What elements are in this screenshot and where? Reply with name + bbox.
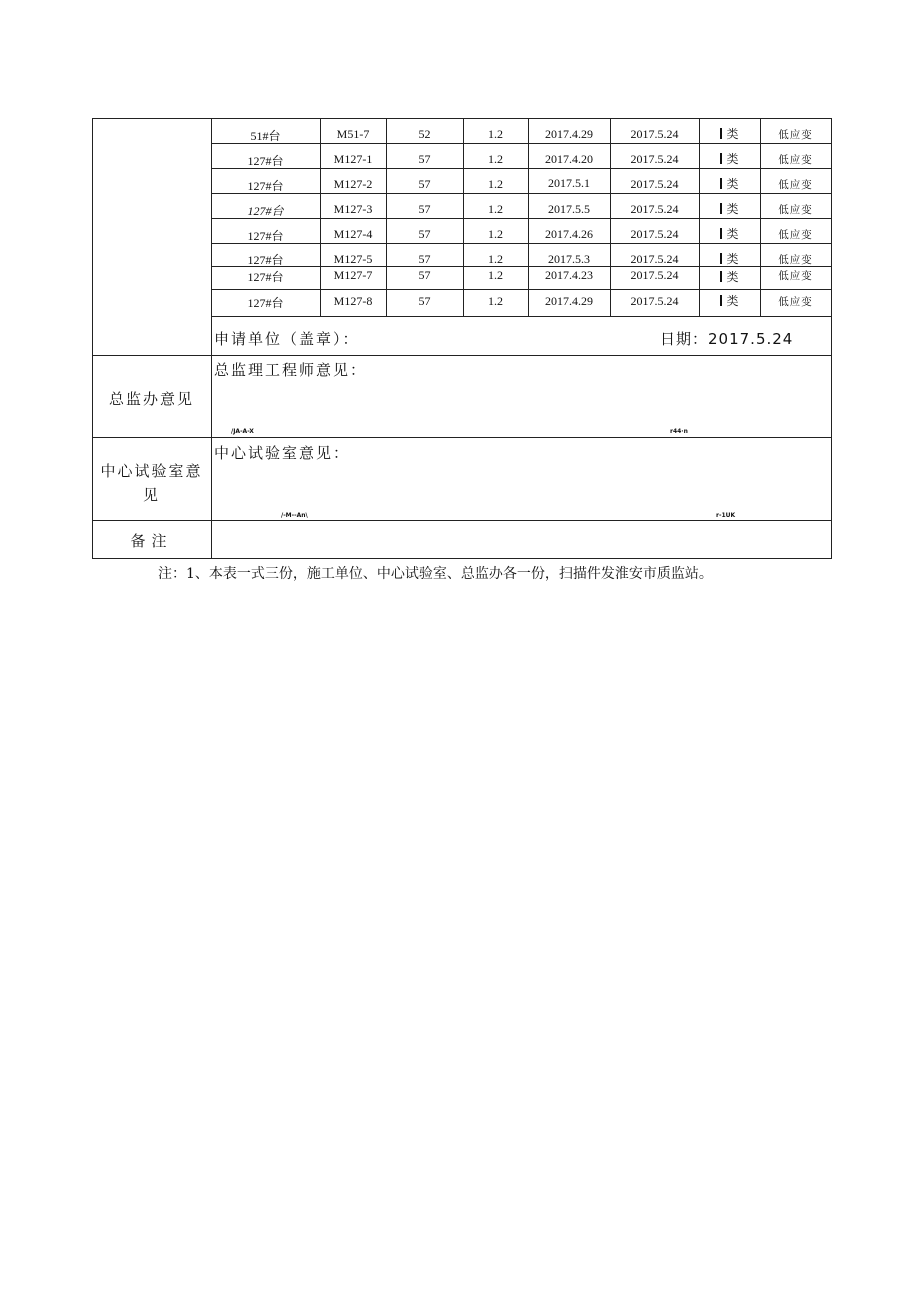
- roman-one-mark: [720, 228, 722, 239]
- location-cell: 51#台: [250, 129, 281, 143]
- specimen-cell: M127-7: [333, 268, 373, 282]
- result-cell: 低应变: [778, 179, 813, 191]
- col-divider: [699, 118, 700, 316]
- result-cell: 低应变: [778, 270, 813, 282]
- location-cell: 127#台: [247, 229, 284, 243]
- start-date-cell: 2017.4.26: [545, 227, 593, 241]
- location-cell: 127#台: [247, 154, 284, 168]
- supervision-prompt: 总监理工程师意见：: [214, 361, 368, 379]
- category-label: 类: [726, 270, 739, 284]
- start-date-cell: 2017.4.23: [545, 268, 593, 282]
- row-divider: [211, 316, 831, 317]
- category-label: 类: [726, 177, 739, 191]
- category-label: 类: [726, 294, 739, 308]
- start-date-cell: 2017.5.1: [548, 176, 590, 190]
- age-cell: 57: [418, 227, 431, 241]
- lab-prompt: 中心试验室意见：: [214, 444, 351, 462]
- specimen-cell: M127-5: [333, 252, 373, 266]
- location-cell: 127#台: [247, 253, 284, 267]
- col-divider: [760, 118, 761, 316]
- section-divider: [92, 437, 832, 438]
- ratio-cell: 1.2: [488, 127, 503, 141]
- start-date-cell: 2017.4.29: [545, 127, 593, 141]
- category-cell: [699, 292, 760, 309]
- specimen-cell: M127-3: [333, 202, 373, 216]
- result-cell: 低应变: [778, 229, 813, 241]
- age-cell: 57: [418, 177, 431, 191]
- result-cell: 低应变: [778, 204, 813, 216]
- footer-note: 注：1、本表一式三份，施工单位、中心试验室、总监办各一份，扫描件发淮安市质监站。: [158, 566, 713, 582]
- category-cell: [699, 125, 760, 142]
- lab-title-line2: 见: [142, 486, 160, 504]
- lab-signature-left: /-M--An\: [281, 512, 308, 519]
- start-date-cell: 2017.5.5: [548, 202, 590, 216]
- lab-signature-right: r-1UK: [716, 512, 736, 519]
- col-divider: [320, 118, 321, 316]
- location-cell: 127#台: [247, 179, 284, 193]
- application-date: 日期：2017.5.24: [660, 330, 794, 348]
- ratio-cell: 1.2: [488, 227, 503, 241]
- age-cell: 57: [418, 294, 431, 308]
- category-label: 类: [726, 227, 739, 241]
- category-label: 类: [726, 127, 739, 141]
- category-label: 类: [726, 202, 739, 216]
- location-cell: 127#台: [247, 296, 284, 310]
- category-cell: [699, 250, 760, 267]
- supervision-title: 总监办意见: [108, 390, 194, 408]
- end-date-cell: 2017.5.24: [630, 252, 679, 266]
- supervision-signature-right: r44·n: [670, 428, 688, 435]
- end-date-cell: 2017.5.24: [630, 152, 679, 166]
- col-divider: [463, 118, 464, 316]
- end-date-cell: 2017.5.24: [630, 127, 679, 141]
- category-label: 类: [726, 152, 739, 166]
- row-divider: [211, 289, 831, 290]
- roman-one-mark: [720, 128, 722, 139]
- start-date-cell: 2017.4.20: [545, 152, 593, 166]
- col-divider: [528, 118, 529, 316]
- roman-one-mark: [720, 253, 722, 264]
- result-cell: 低应变: [778, 154, 813, 166]
- age-cell: 57: [418, 268, 431, 282]
- age-cell: 57: [418, 152, 431, 166]
- end-date-cell: 2017.5.24: [630, 294, 679, 308]
- section-divider: [92, 520, 832, 521]
- specimen-cell: M127-8: [333, 294, 373, 308]
- location-cell: 127#台: [247, 270, 284, 284]
- roman-one-mark: [720, 295, 722, 306]
- end-date-cell: 2017.5.24: [630, 177, 679, 191]
- category-cell: [699, 200, 760, 217]
- category-cell: [699, 175, 760, 192]
- start-date-cell: 2017.5.3: [548, 252, 590, 266]
- result-cell: 低应变: [778, 254, 813, 266]
- end-date-cell: 2017.5.24: [630, 202, 679, 216]
- result-cell: 低应变: [778, 129, 813, 141]
- supervision-signature-left: /JA-A-X: [231, 428, 254, 435]
- remarks-title: 备注: [130, 532, 173, 550]
- category-label: 类: [726, 252, 739, 266]
- specimen-cell: M127-4: [333, 227, 373, 241]
- col-divider: [386, 118, 387, 316]
- end-date-cell: 2017.5.24: [630, 227, 679, 241]
- age-cell: 57: [418, 252, 431, 266]
- specimen-cell: M51-7: [336, 127, 370, 141]
- end-date-cell: 2017.5.24: [630, 268, 679, 282]
- specimen-cell: M127-1: [333, 152, 373, 166]
- start-date-cell: 2017.4.29: [545, 294, 593, 308]
- roman-one-mark: [720, 178, 722, 189]
- category-cell: [699, 225, 760, 242]
- result-cell: 低应变: [778, 296, 813, 308]
- age-cell: 57: [418, 202, 431, 216]
- age-cell: 52: [418, 127, 431, 141]
- roman-one-mark: [720, 203, 722, 214]
- specimen-cell: M127-2: [333, 177, 373, 191]
- ratio-cell: 1.2: [488, 252, 503, 266]
- col-divider: [610, 118, 611, 316]
- ratio-cell: 1.2: [488, 202, 503, 216]
- ratio-cell: 1.2: [488, 268, 503, 282]
- ratio-cell: 1.2: [488, 152, 503, 166]
- section-divider: [92, 355, 832, 356]
- ratio-cell: 1.2: [488, 177, 503, 191]
- location-cell: 127#台: [247, 204, 284, 218]
- category-cell: [699, 150, 760, 167]
- roman-one-mark: [720, 271, 722, 282]
- applicant-label: 申请单位（盖章）：: [214, 330, 360, 348]
- roman-one-mark: [720, 153, 722, 164]
- lab-title-line1: 中心试验室意: [100, 462, 203, 480]
- ratio-cell: 1.2: [488, 294, 503, 308]
- category-cell: [699, 268, 760, 285]
